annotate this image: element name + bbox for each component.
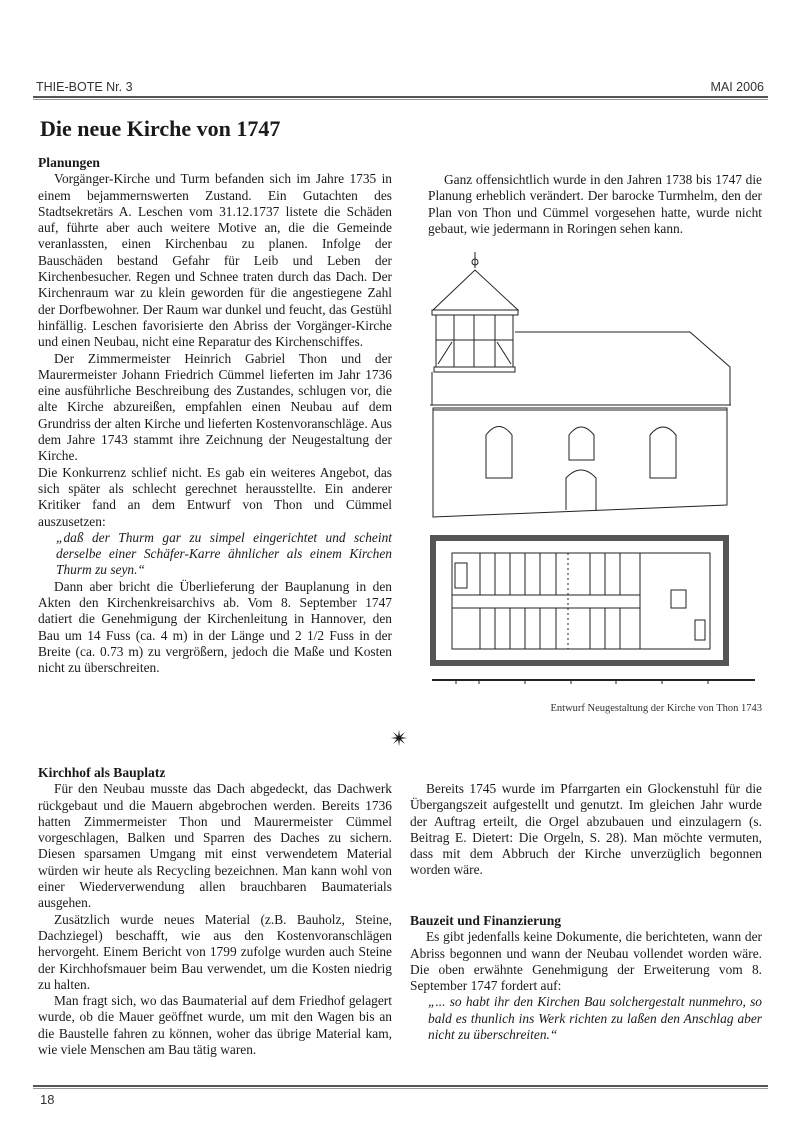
- page-number: 18: [40, 1092, 55, 1107]
- quote: „daß der Thurm gar zu simpel eingerichtet und scheint derselbe einer Schäfer-Karre ähnlicher als einem Kirchen Thurm zu seyn.“: [56, 529, 392, 578]
- paragraph: Vorgänger-Kirche und Turm befanden sich im Jahre 1735 in einem bejammernswerten Zustand. Ein Gutachten des Stadtsekretärs A. Leschen vom 31.12.1737 listete die Schäden auf, führte aber auch weitere Motive an, die die Gemeinde veranlassten, einen Kirchenbau zu planen. Infolge der Bauschäden bestand Gefahr für Leib und Leben der Kirchenbesucher. Regen und Schnee traten durch das Dach. Der Kirchenraum war zu klein geworden für die angestiegene Zahl der Dorfbewohner. Der Raum war dunkel und feucht, das Gestühl hinfällig. Leschen favorisierte den Abriss der Vorgänger-Kirche und einen Neubau, nicht eine Reparatur des Kirchenschiffes.: [38, 171, 392, 350]
- heading-kirchhof: Kirchhof als Bauplatz: [38, 765, 166, 780]
- heading-bauzeit: Bauzeit und Finanzierung: [410, 913, 562, 928]
- paragraph: Dann aber bricht die Überlieferung der Bauplanung in den Akten den Kirchenkreisarchivs ab. Vom 8. September 1747 datiert die Genehmigung der Kirchenleitung in Hannover, den Bau um 14 Fuss (ca. 4 m) in der Länge und 2 1/2 Fuss in der Breite (ca. 0.73 m) zu vergrößern, jedoch die Maße und Kosten nicht zu überschreiten.: [38, 578, 392, 676]
- paragraph: Bereits 1745 wurde im Pfarrgarten ein Glockenstuhl für die Übergangszeit aufgestellt und genutzt. Im gleichen Jahr wurde der Auftrag erteilt, die Orgel abzubauen und einzulagern (s. Beitrag E. Dietert: Die Orgeln, S. 28). Man möchte vermuten, dass mit dem Abbruch der Kirche unverzüglich begonnen worden wäre.: [410, 781, 762, 878]
- tower: [432, 252, 518, 372]
- floor-plan: [433, 538, 726, 663]
- paragraph: Zusätzlich wurde neues Material (z.B. Bauholz, Steine, Dachziegel) beschafft, wie aus den Kostenvoranschlägen hervorgeht. Einem Bericht von 1799 zufolge wurden auch Steine der Kirchhofsmauer beim Bau verwendet, um die Kosten niedrig zu halten.: [38, 911, 392, 992]
- paragraph: Man fragt sich, wo das Baumaterial auf dem Friedhof gelagert wurde, ob die Mauer geöffnet wurde, um mit den Wagen bis an die Baustelle fahren zu können, woher das übrige Material kam, wie viele Menschen am Bau tätig waren.: [38, 993, 392, 1058]
- footer-rule: [33, 1085, 768, 1089]
- paragraph: Für den Neubau musste das Dach abgedeckt, das Dachwerk rückgebaut und die Mauern abgebrochen werden. Bereits 1736 hatten Zimmermeister Thon und Maurermeister Cümmel vorgeschlagen, Balken und Sparren des Daches zu sichern. Diesen sparsamen Umgang mit einst verwendetem Material würden wir heute als Recycling bezeichnen. Man kann wohl von einer Wiederverwendung allen brauchbaren Baumaterials ausgehen.: [38, 781, 392, 911]
- star-separator-icon: ✴: [390, 726, 409, 751]
- heading-planungen: Planungen: [38, 155, 100, 170]
- publication-name: THIE-BOTE Nr. 3: [36, 80, 133, 94]
- paragraph: Der Zimmermeister Heinrich Gabriel Thon und der Maurermeister Johann Friedrich Cümmel lieferten im Jahr 1736 eine ausführliche Beschreibung des Zustandes, schlugen vor, die alte Kirche abzureißen, empfahlen einen Neubau auf dem Grundriss der alten Kirche und lieferten Kostenvoranschläge. Aus dem Jahre 1743 stammt ihre Zeichnung der Neugestaltung der Kirche.: [38, 350, 392, 464]
- quote: „... so habt ihr den Kirchen Bau solchergestalt nunmehro, so bald es thunlich ins Werk richten zu laßen den Anschlag aber nicht zu überschreiten.“: [428, 994, 762, 1043]
- section-bauzeit: [410, 913, 762, 1043]
- section-glocken: [410, 781, 762, 879]
- nave: [430, 332, 731, 517]
- paragraph: Ganz offensichtlich wurde in den Jahren 1738 bis 1747 die Planung erheblich verändert. Der barocke Turmhelm, den der Plan von Thon und Cümmel vorgesehen hatte, wurde nicht gebaut, wie jedermann in Roringen sehen kann.: [428, 172, 762, 236]
- paragraph: Die Konkurrenz schlief nicht. Es gab ein weiteres Angebot, das sich später als schlecht gerechnet herausstellte. Ein anderer Kritiker fand an dem Entwurf von Thon und Cümmel auszusetzen:: [38, 464, 392, 529]
- page-title: Die neue Kirche von 1747: [40, 116, 281, 141]
- issue-date: MAI 2006: [710, 80, 764, 94]
- figure-caption: Entwurf Neugestaltung der Kirche von Thon 1743: [550, 703, 762, 714]
- scale-bar: [432, 680, 755, 684]
- section-kirchhof: [38, 765, 392, 1058]
- paragraph: Es gibt jedenfalls keine Dokumente, die berichteten, wann der Abriss begonnen und wann der Neubau vollendet worden wäre. Die oben erwähnte Genehmigung der Erweiterung vom 8. September 1747 fordert auf:: [410, 929, 762, 994]
